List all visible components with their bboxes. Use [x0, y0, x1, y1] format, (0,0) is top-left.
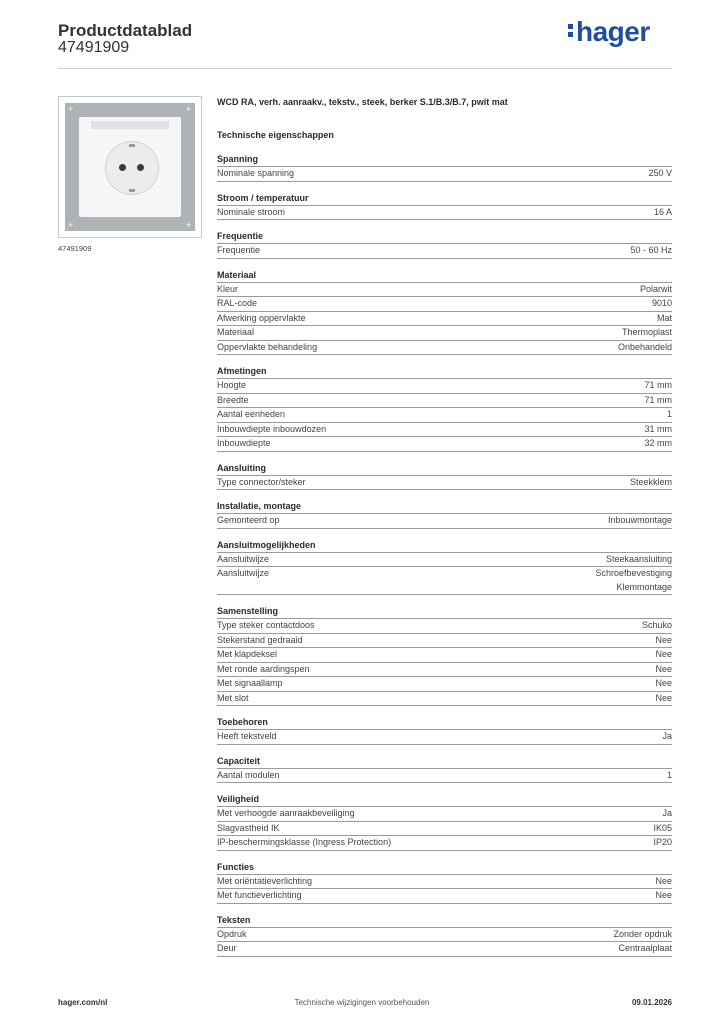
spec-section [217, 499, 672, 529]
spec-value [644, 437, 672, 451]
spec-value [667, 408, 672, 422]
spec-value [653, 822, 672, 836]
spec-value-line: Steekaansluiting [605, 553, 672, 564]
spec-section [217, 792, 672, 851]
section-gap [217, 490, 672, 499]
spec-label: Aantal eenheden [217, 409, 286, 419]
spec-label: Met klapdeksel [217, 649, 278, 659]
spec-value-line: Nee [655, 692, 672, 703]
spec-value-line: Schroefbevestiging [595, 568, 672, 578]
spec-value [644, 423, 672, 437]
spec-label: Met functieverlichting [217, 890, 302, 900]
spec-row [217, 889, 672, 904]
spec-value-line: Nee [655, 663, 672, 674]
spec-row [217, 875, 672, 890]
header-divider [58, 68, 672, 69]
spec-value-line: Schuko [641, 620, 672, 630]
product-image [58, 96, 202, 238]
corner-mark-icon: + [68, 220, 74, 230]
spec-section [217, 538, 672, 596]
spec-value [655, 677, 672, 691]
spec-label: Met ronde aardingspen [217, 663, 310, 674]
corner-mark-icon: + [186, 220, 192, 230]
section-title: Functies [217, 860, 672, 875]
spec-row [217, 312, 672, 327]
section-gap [217, 182, 672, 191]
spec-value [662, 730, 672, 744]
hager-logo [568, 16, 650, 48]
section-title: Stroom / temperatuur [217, 191, 672, 206]
label-strip [91, 121, 169, 129]
spec-row [217, 394, 672, 409]
spec-row [217, 341, 672, 356]
spec-value-line: 1 [666, 409, 672, 419]
section-title: Frequentie [217, 229, 672, 244]
section-title: Samenstelling [217, 604, 672, 619]
spec-value-line: Nee [655, 634, 672, 645]
spec-row [217, 553, 672, 568]
spec-label: Slagvastheid IK [217, 822, 280, 833]
spec-label: Met slot [217, 692, 249, 703]
spec-section [217, 913, 672, 957]
section-gap [217, 783, 672, 792]
spec-row [217, 942, 672, 957]
spec-row [217, 648, 672, 663]
spec-label: RAL-code [217, 298, 258, 308]
spec-label: Stekerstand gedraaid [217, 634, 303, 645]
spec-row [217, 807, 672, 822]
spec-section [217, 860, 672, 904]
section-title: Aansluiting [217, 461, 672, 476]
spec-label: Aansluitwijze [217, 553, 270, 564]
spec-section [217, 191, 672, 221]
tech-heading: Technische eigenschappen [217, 130, 334, 140]
spec-value [618, 942, 672, 956]
spec-row [217, 634, 672, 649]
spec-value [655, 889, 672, 903]
section-gap [217, 904, 672, 913]
spec-label: Type steker contactdoos [217, 620, 315, 630]
spec-row [217, 677, 672, 692]
spec-value-line: Centraalplaat [618, 943, 672, 953]
spec-value [608, 514, 672, 528]
specifications [217, 96, 672, 957]
spec-label: Nominale stroom [217, 206, 286, 217]
section-title: Afmetingen [217, 364, 672, 379]
spec-value-line: 31 mm [644, 423, 672, 434]
spec-value-line: IK05 [653, 822, 672, 833]
spec-label: Kleur [217, 283, 239, 294]
section-title: Capaciteit [217, 754, 672, 769]
spec-value [655, 875, 672, 889]
spec-value-line: Ja [662, 808, 672, 818]
product-number: 47491909 [58, 39, 130, 56]
spec-section [217, 364, 672, 452]
spec-row [217, 408, 672, 423]
spec-label: Hoogte [217, 380, 247, 390]
spec-label: Frequentie [217, 245, 261, 255]
spec-row [217, 326, 672, 341]
spec-label: Inbouwdiepte [217, 438, 271, 448]
spec-row [217, 730, 672, 745]
pin-hole-left [119, 164, 126, 171]
spec-value-line: Ja [662, 731, 672, 741]
footer-website[interactable]: hager.com/nl [58, 998, 108, 1007]
spec-section [217, 461, 672, 491]
spec-value-line: 1 [666, 769, 672, 780]
spec-value [613, 928, 672, 942]
spec-value [652, 297, 672, 311]
spec-value [654, 206, 672, 220]
corner-mark-icon: + [186, 104, 192, 114]
footer-notice: Technische wijzigingen voorbehouden [294, 998, 430, 1007]
spec-section [217, 604, 672, 706]
spec-value [655, 634, 672, 648]
spec-value [655, 648, 672, 662]
section-title: Teksten [217, 913, 672, 928]
spec-label: Heeft tekstveld [217, 731, 277, 741]
spec-label: Met verhoogde aanraakbeveiliging [217, 808, 355, 818]
section-gap [217, 220, 672, 229]
spec-value [630, 244, 672, 258]
spec-value [644, 379, 672, 393]
spec-value-line: Steekklem [629, 476, 672, 487]
spec-row [217, 283, 672, 298]
spec-label: Materiaal [217, 327, 255, 337]
spec-label: Aantal modulen [217, 769, 280, 780]
spec-value-line: 50 - 60 Hz [630, 245, 672, 255]
spec-value-line: 71 mm [644, 380, 672, 390]
logo-dots-icon [568, 21, 573, 40]
spec-label: Gemonteerd op [217, 515, 280, 525]
spec-value-line: Nee [655, 649, 672, 659]
product-description: WCD RA, verh. aanraakv., tekstv., steek, berker S.1/B.3/B.7, pwit mat [217, 97, 508, 107]
cover-plate [79, 117, 181, 217]
section-title: Spanning [217, 152, 672, 167]
spec-value-line: Polarwit [639, 283, 672, 294]
spec-label: Inbouwdiepte inbouwdozen [217, 423, 327, 434]
spec-value [655, 692, 672, 706]
spec-row [217, 567, 672, 595]
spec-value [662, 807, 672, 821]
section-title: Toebehoren [217, 715, 672, 730]
earth-clip-bottom [129, 189, 135, 192]
section-gap [217, 745, 672, 754]
spec-row [217, 619, 672, 634]
section-gap [217, 355, 672, 364]
spec-value [606, 553, 672, 567]
section-title: Installatie, montage [217, 499, 672, 514]
spec-label: Met signaallamp [217, 678, 283, 688]
spec-label: Afwerking oppervlakte [217, 312, 306, 323]
spec-section [217, 268, 672, 356]
section-gap [217, 529, 672, 538]
spec-label: Aansluitwijze [217, 568, 270, 578]
pin-hole-right [137, 164, 144, 171]
spec-value [648, 167, 672, 181]
section-gap [217, 595, 672, 604]
spec-value-line: 71 mm [644, 394, 672, 405]
spec-value-line: Mat [656, 312, 672, 323]
spec-sections [217, 152, 672, 957]
spec-label: Nominale spanning [217, 168, 295, 178]
spec-value [622, 326, 672, 340]
spec-label: Oppervlakte behandeling [217, 341, 318, 352]
spec-value [644, 394, 672, 408]
section-title: Materiaal [217, 268, 672, 283]
section-gap [217, 851, 672, 860]
spec-row [217, 692, 672, 707]
spec-section [217, 715, 672, 745]
spec-row [217, 928, 672, 943]
image-caption: 47491909 [58, 244, 92, 253]
spec-value-line: Onbehandeld [617, 341, 672, 352]
logo-text: hager [576, 16, 650, 47]
spec-label: IP-beschermingsklasse (Ingress Protection) [217, 837, 392, 847]
section-title: Veiligheid [217, 792, 672, 807]
spec-value [642, 619, 672, 633]
spec-row [217, 663, 672, 678]
section-title: Aansluitmogelijkheden [217, 538, 672, 553]
spec-section [217, 754, 672, 784]
spec-label: Met oriëntatieverlichting [217, 875, 313, 886]
spec-value [640, 283, 672, 297]
corner-mark-icon: + [68, 104, 74, 114]
spec-row [217, 206, 672, 221]
spec-value [667, 769, 672, 783]
spec-label: Breedte [217, 394, 249, 405]
spec-value [657, 312, 672, 326]
spec-value-line: Nee [655, 890, 672, 900]
spec-row [217, 297, 672, 312]
spec-value-line: Zonder opdruk [613, 928, 672, 939]
spec-value-line: Nee [655, 875, 672, 886]
spec-label: Deur [217, 943, 237, 953]
section-gap [217, 452, 672, 461]
spec-row [217, 822, 672, 837]
footer-date: 09.01.2026 [631, 998, 672, 1007]
spec-row [217, 167, 672, 182]
spec-section [217, 152, 672, 182]
spec-row [217, 244, 672, 259]
frame-icon [65, 103, 195, 231]
section-gap [217, 706, 672, 715]
page-title: Productdatablad [58, 21, 193, 40]
spec-value [595, 567, 672, 594]
spec-value-line: 32 mm [644, 438, 672, 448]
spec-value-line: 16 A [653, 206, 672, 217]
spec-section [217, 229, 672, 259]
spec-row [217, 514, 672, 529]
spec-value-line: Thermoplast [621, 327, 672, 337]
spec-row [217, 836, 672, 851]
spec-row [217, 379, 672, 394]
spec-value [655, 663, 672, 677]
section-gap [217, 259, 672, 268]
spec-value [630, 476, 672, 490]
spec-row [217, 437, 672, 452]
spec-label: Opdruk [217, 928, 247, 939]
spec-row [217, 476, 672, 491]
spec-value-line: Nee [655, 678, 672, 688]
spec-value-line: IP20 [653, 837, 672, 847]
spec-row [217, 769, 672, 784]
spec-value-line: Klemmontage [616, 581, 672, 592]
spec-value [618, 341, 672, 355]
spec-row [217, 423, 672, 438]
spec-label: Type connector/steker [217, 476, 306, 487]
spec-value-line: 250 V [648, 168, 672, 178]
socket-icon [105, 141, 159, 195]
spec-value-line: 9010 [651, 298, 672, 308]
spec-value-line: Inbouwmontage [607, 515, 672, 525]
spec-value [653, 836, 672, 850]
earth-clip-top [129, 144, 135, 147]
